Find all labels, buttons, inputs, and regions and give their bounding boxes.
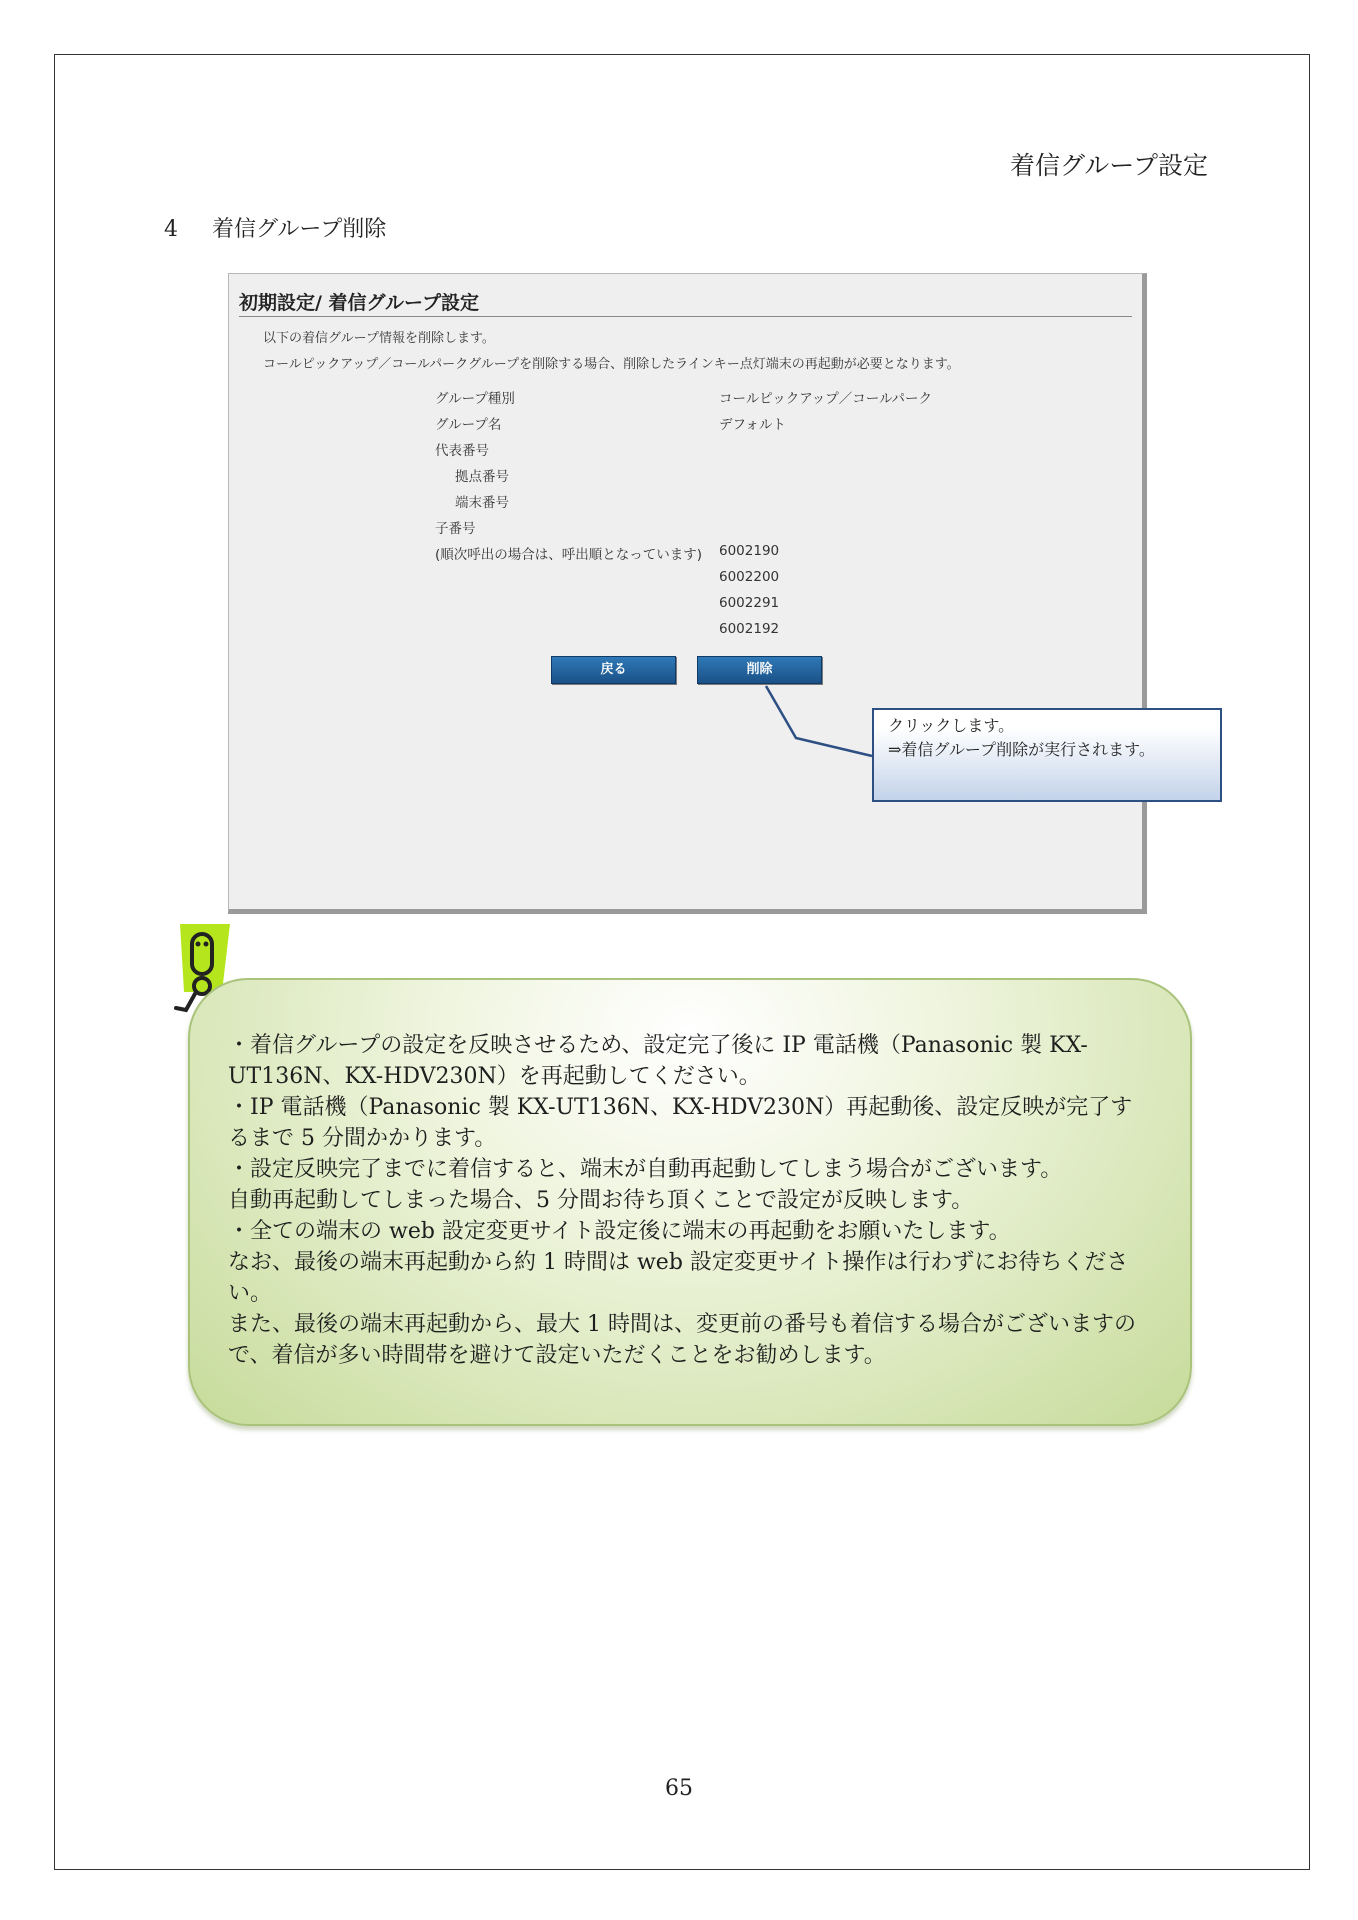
field-value-group-type: コールピックアップ／コールパーク	[719, 391, 933, 407]
field-value-group-name: デフォルト	[719, 417, 786, 433]
section-heading	[164, 212, 386, 243]
callout-line-result: ⇒着信グループ削除が実行されます。	[888, 740, 1155, 759]
child-number-value: 6002192	[719, 621, 780, 637]
restart-notice: コールピックアップ／コールパークグループを削除する場合、削除したラインキー点灯端末の再起動が必要となります。	[263, 357, 960, 372]
running-header: 着信グループ設定	[1009, 151, 1208, 180]
callout-box	[872, 708, 1222, 802]
child-number-value: 6002291	[719, 595, 780, 611]
section-number: 4	[164, 217, 178, 242]
note-paragraph: ・着信グループの設定を反映させるため、設定完了後に IP 電話機（Panasonic 製 KX-UT136N、KX-HDV230N）を再起動してください。	[228, 1033, 1088, 1089]
field-label-call-order: (順次呼出の場合は、呼出順となっています)	[435, 547, 703, 563]
note-box	[188, 978, 1192, 1426]
child-number-value: 6002200	[719, 569, 780, 585]
delete-notice: 以下の着信グループ情報を削除します。	[263, 331, 495, 346]
page-number: 65	[665, 1776, 693, 1801]
field-label-child-number: 子番号	[435, 521, 476, 537]
note-paragraph: ・全ての端末の web 設定変更サイト設定後に端末の再起動をお願いたします。	[228, 1219, 1011, 1244]
settings-screenshot	[228, 273, 1147, 914]
note-paragraph: なお、最後の端末再起動から約 1 時間は web 設定変更サイト操作は行わずにお待ちください。	[228, 1250, 1129, 1306]
field-label-main-number: 代表番号	[435, 443, 489, 459]
back-button[interactable]: 戻る	[551, 656, 676, 684]
field-label-site-number: 拠点番号	[455, 469, 509, 485]
callout-line-click: クリックします。	[888, 716, 1015, 735]
child-number-value: 6002190	[719, 543, 780, 559]
field-label-group-name: グループ名	[435, 417, 502, 433]
field-label-group-type: グループ種別	[435, 391, 515, 407]
note-paragraph: 自動再起動してしまった場合、5 分間お待ち頂くことで設定が反映します。	[228, 1188, 974, 1213]
delete-button[interactable]: 削除	[697, 656, 822, 684]
section-title: 着信グループ削除	[212, 217, 387, 242]
note-paragraph: ・設定反映完了までに着信すると、端末が自動再起動してしまう場合がございます。	[228, 1157, 1063, 1182]
screen-title: 初期設定/ 着信グループ設定	[239, 292, 480, 314]
title-divider	[239, 316, 1132, 317]
field-label-terminal-number: 端末番号	[455, 495, 509, 511]
note-paragraph: ・IP 電話機（Panasonic 製 KX-UT136N、KX-HDV230N）再起動後、設定反映が完了するまで 5 分間かかります。	[228, 1095, 1133, 1151]
note-paragraph: また、最後の端末再起動から、最大 1 時間は、変更前の番号も着信する場合がございますので、着信が多い時間帯を避けて設定いただくことをお勧めします。	[228, 1312, 1136, 1368]
